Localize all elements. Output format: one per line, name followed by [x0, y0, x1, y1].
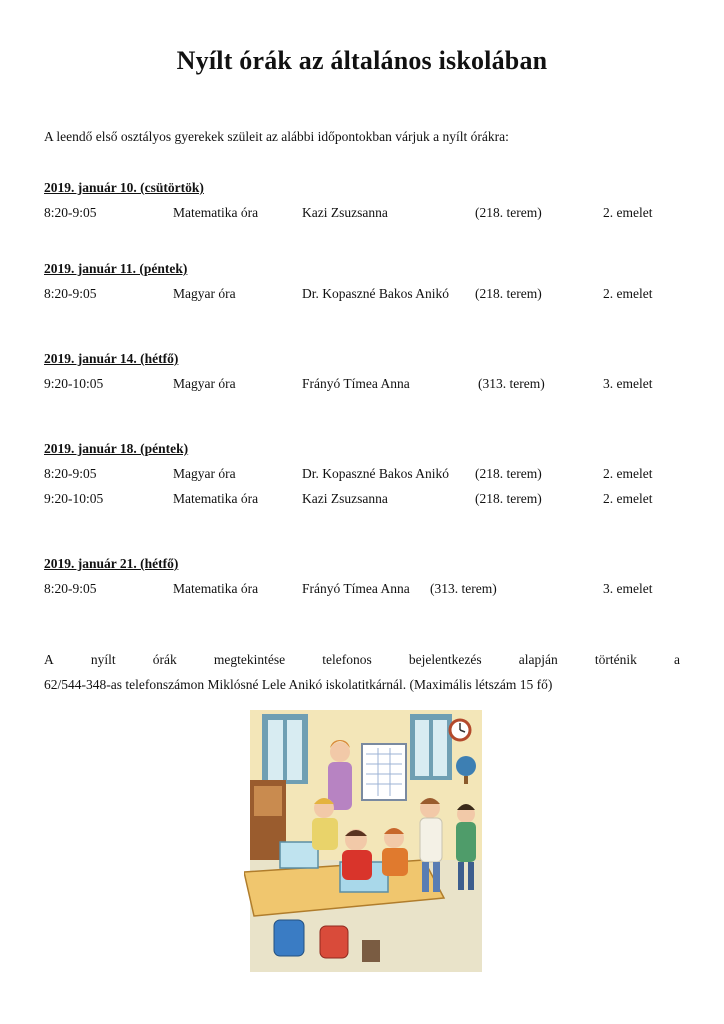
teacher-cell: Dr. Kopaszné Bakos Anikó	[302, 286, 449, 301]
subject-cell: Magyar óra	[173, 466, 236, 481]
date-heading: 2019. január 18. (péntek)	[44, 441, 189, 456]
floor-cell: 3. emelet	[603, 581, 653, 596]
time-cell: 8:20-9:05	[44, 205, 97, 220]
contact-note	[44, 647, 680, 697]
date-heading: 2019. január 10. (csütörtök)	[44, 180, 204, 195]
date-heading: 2019. január 11. (péntek)	[44, 261, 188, 276]
floor-cell: 2. emelet	[603, 286, 653, 301]
time-cell: 8:20-9:05	[44, 466, 97, 481]
teacher-cell: Kazi Zsuzsanna	[302, 491, 388, 506]
schedule-row	[0, 491, 724, 509]
schedule-row	[0, 466, 724, 484]
date-heading: 2019. január 21. (hétfő)	[44, 556, 179, 571]
time-cell: 8:20-9:05	[44, 286, 97, 301]
note-word: megtekintése	[213, 652, 286, 667]
room-cell: (313. terem)	[478, 376, 545, 391]
time-cell: 8:20-9:05	[44, 581, 97, 596]
note-word: telefonos	[322, 652, 372, 667]
room-cell: (218. terem)	[475, 466, 542, 481]
teacher-cell: Frányó Tímea Anna	[302, 581, 410, 596]
classroom-illustration	[244, 710, 488, 972]
schedule-row	[0, 286, 724, 304]
room-cell: (313. terem)	[430, 581, 497, 596]
note-word: órák	[152, 652, 177, 667]
floor-cell: 3. emelet	[603, 376, 653, 391]
floor-cell: 2. emelet	[603, 491, 653, 506]
note-word: történik	[594, 652, 637, 667]
note-word: alapján	[518, 652, 558, 667]
intro-paragraph: A leendő első osztályos gyerekek szüleit az alábbi időpontokban várjuk a nyílt órákra:	[44, 129, 509, 144]
subject-cell: Magyar óra	[173, 376, 236, 391]
note-word: bejelentkezés	[408, 652, 482, 667]
subject-cell: Matematika óra	[173, 581, 259, 596]
page-title: Nyílt órák az általános iskolában	[176, 46, 548, 75]
note-word: nyílt	[90, 652, 116, 667]
room-cell: (218. terem)	[475, 491, 542, 506]
note-line-1	[44, 647, 680, 672]
floor-cell: 2. emelet	[603, 466, 653, 481]
teacher-cell: Kazi Zsuzsanna	[302, 205, 388, 220]
schedule-row	[0, 205, 724, 223]
room-cell: (218. terem)	[475, 205, 542, 220]
subject-cell: Matematika óra	[173, 491, 259, 506]
date-heading: 2019. január 14. (hétfő)	[44, 351, 179, 366]
note-line-2: 62/544-348-as telefonszámon Miklósné Lele Anikó iskolatitkárnál. (Maximális létszám 15 fő)	[44, 677, 553, 692]
schedule-row	[0, 376, 724, 394]
subject-cell: Magyar óra	[173, 286, 236, 301]
subject-cell: Matematika óra	[173, 205, 259, 220]
teacher-cell: Frányó Tímea Anna	[302, 376, 410, 391]
note-word: a	[673, 652, 680, 667]
teacher-cell: Dr. Kopaszné Bakos Anikó	[302, 466, 449, 481]
floor-cell: 2. emelet	[603, 205, 653, 220]
schedule-row	[0, 581, 724, 599]
room-cell: (218. terem)	[475, 286, 542, 301]
time-cell: 9:20-10:05	[44, 491, 104, 506]
time-cell: 9:20-10:05	[44, 376, 104, 391]
note-word: A	[44, 652, 54, 667]
